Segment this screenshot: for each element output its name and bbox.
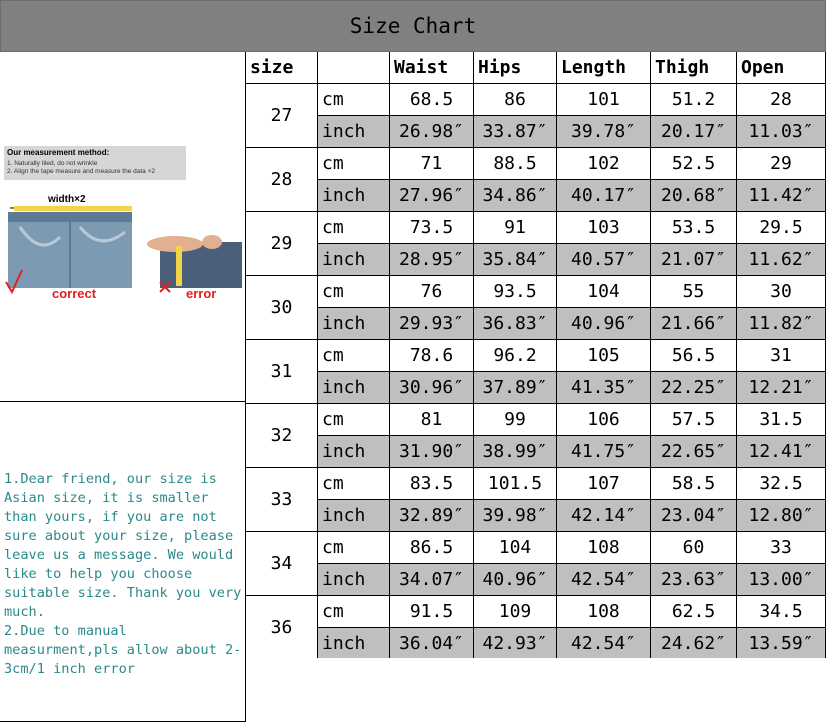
size-cell: 30 [246,276,318,340]
inch-value-cell: 23.04″ [651,500,737,532]
cm-value-cell: 28 [737,84,826,116]
jeans-correct-image [8,206,132,288]
inch-value-cell: 22.65″ [651,436,737,468]
unit-cm-cell: cm [318,340,390,372]
cm-value-cell: 30 [737,276,826,308]
cm-value-cell: 91 [474,212,557,244]
inch-value-cell: 12.41″ [737,436,826,468]
inch-value-cell: 32.89″ [390,500,474,532]
column-header: Thigh [651,52,737,84]
inch-value-cell: 40.17″ [557,180,651,212]
inch-value-cell: 34.07″ [390,564,474,596]
measurement-step-2: 2. Align the tape measure and measure the data ×2 [7,168,155,175]
width-label: width×2 [48,194,86,205]
cm-value-cell: 73.5 [390,212,474,244]
inch-value-cell: 12.21″ [737,372,826,404]
cm-value-cell: 29 [737,148,826,180]
inch-value-cell: 35.84″ [474,244,557,276]
measurement-illustration [0,182,246,304]
cm-value-cell: 57.5 [651,404,737,436]
inch-value-cell: 21.07″ [651,244,737,276]
note-measurement-error: 2.Due to manual measurment,pls allow about 2-3cm/1 inch error [4,623,242,677]
cm-value-cell: 88.5 [474,148,557,180]
cm-value-cell: 68.5 [390,84,474,116]
cm-value-cell: 29.5 [737,212,826,244]
unit-inch-cell: inch [318,116,390,148]
cm-value-cell: 105 [557,340,651,372]
measurement-panel [0,52,246,402]
unit-inch-cell: inch [318,628,390,660]
inch-value-cell: 41.35″ [557,372,651,404]
column-header: Length [557,52,651,84]
measurement-step-1: 1. Naturally tiled, do not wrinkle [7,160,98,167]
cm-value-cell: 31 [737,340,826,372]
inch-value-cell: 36.04″ [390,628,474,660]
cm-value-cell: 78.6 [390,340,474,372]
unit-inch-cell: inch [318,244,390,276]
inch-value-cell: 23.63″ [651,564,737,596]
unit-cm-cell: cm [318,148,390,180]
inch-value-cell: 40.96″ [474,564,557,596]
cm-value-cell: 99 [474,404,557,436]
size-cell: 31 [246,340,318,404]
cm-value-cell: 103 [557,212,651,244]
inch-value-cell: 30.96″ [390,372,474,404]
note-asian-size: 1.Dear friend, our size is Asian size, it is smaller than yours, if you are not sure about your size, please leave us a message. We would like to help you choose suitable size. Thank you very much. [4,471,242,620]
inch-value-cell: 13.00″ [737,564,826,596]
inch-value-cell: 11.82″ [737,308,826,340]
inch-value-cell: 22.25″ [651,372,737,404]
inch-value-cell: 37.89″ [474,372,557,404]
inch-value-cell: 27.96″ [390,180,474,212]
cm-value-cell: 104 [557,276,651,308]
unit-cm-cell: cm [318,468,390,500]
cm-value-cell: 31.5 [737,404,826,436]
cm-value-cell: 55 [651,276,737,308]
cm-value-cell: 56.5 [651,340,737,372]
cm-value-cell: 71 [390,148,474,180]
inch-value-cell: 42.14″ [557,500,651,532]
column-header [318,52,390,84]
cm-value-cell: 93.5 [474,276,557,308]
unit-cm-cell: cm [318,84,390,116]
cm-value-cell: 91.5 [390,596,474,628]
inch-value-cell: 20.68″ [651,180,737,212]
cm-value-cell: 76 [390,276,474,308]
cm-value-cell: 52.5 [651,148,737,180]
cm-value-cell: 53.5 [651,212,737,244]
size-cell: 33 [246,468,318,532]
inch-value-cell: 20.17″ [651,116,737,148]
cm-value-cell: 102 [557,148,651,180]
unit-cm-cell: cm [318,404,390,436]
inch-value-cell: 39.98″ [474,500,557,532]
size-cell: 27 [246,84,318,148]
inch-value-cell: 26.98″ [390,116,474,148]
cm-value-cell: 51.2 [651,84,737,116]
inch-value-cell: 21.66″ [651,308,737,340]
unit-inch-cell: inch [318,500,390,532]
column-header: Waist [390,52,474,84]
size-cell: 29 [246,212,318,276]
unit-inch-cell: inch [318,308,390,340]
column-header: Hips [474,52,557,84]
inch-value-cell: 40.57″ [557,244,651,276]
cm-value-cell: 60 [651,532,737,564]
cm-value-cell: 101 [557,84,651,116]
inch-value-cell: 40.96″ [557,308,651,340]
cm-value-cell: 96.2 [474,340,557,372]
unit-cm-cell: cm [318,212,390,244]
inch-value-cell: 13.59″ [737,628,826,660]
measurement-method-box [4,146,186,180]
cm-value-cell: 108 [557,596,651,628]
unit-cm-cell: cm [318,532,390,564]
jeans-error-image [147,235,242,288]
size-cell: 32 [246,404,318,468]
inch-value-cell: 42.54″ [557,564,651,596]
inch-value-cell: 11.03″ [737,116,826,148]
size-cell: 36 [246,596,318,660]
inch-value-cell: 11.62″ [737,244,826,276]
inch-value-cell: 39.78″ [557,116,651,148]
cm-value-cell: 108 [557,532,651,564]
measurement-heading: Our measurement method: [7,148,110,157]
notes-panel [0,402,246,722]
cm-value-cell: 104 [474,532,557,564]
error-label: error [186,286,217,301]
inch-value-cell: 12.80″ [737,500,826,532]
cm-value-cell: 106 [557,404,651,436]
inch-value-cell: 42.54″ [557,628,651,660]
inch-value-cell: 11.42″ [737,180,826,212]
unit-cm-cell: cm [318,596,390,628]
size-chart-title: Size Chart [0,0,826,52]
inch-value-cell: 41.75″ [557,436,651,468]
size-cell: 28 [246,148,318,212]
unit-inch-cell: inch [318,564,390,596]
inch-value-cell: 42.93″ [474,628,557,660]
cm-value-cell: 107 [557,468,651,500]
inch-value-cell: 29.93″ [390,308,474,340]
column-header: Open [737,52,826,84]
cm-value-cell: 33 [737,532,826,564]
cm-value-cell: 101.5 [474,468,557,500]
size-cell: 34 [246,532,318,596]
cm-value-cell: 58.5 [651,468,737,500]
cm-value-cell: 83.5 [390,468,474,500]
unit-cm-cell: cm [318,276,390,308]
unit-inch-cell: inch [318,436,390,468]
cm-value-cell: 86.5 [390,532,474,564]
inch-value-cell: 38.99″ [474,436,557,468]
inch-value-cell: 36.83″ [474,308,557,340]
unit-inch-cell: inch [318,372,390,404]
inch-value-cell: 24.62″ [651,628,737,660]
cm-value-cell: 62.5 [651,596,737,628]
cm-value-cell: 86 [474,84,557,116]
inch-value-cell: 31.90″ [390,436,474,468]
column-header: size [246,52,318,84]
inch-value-cell: 34.86″ [474,180,557,212]
cm-value-cell: 81 [390,404,474,436]
left-panel [0,52,246,724]
inch-value-cell: 33.87″ [474,116,557,148]
cm-value-cell: 34.5 [737,596,826,628]
table-bottom-space [246,658,826,724]
cm-value-cell: 109 [474,596,557,628]
correct-label: correct [52,286,97,301]
unit-inch-cell: inch [318,180,390,212]
cm-value-cell: 32.5 [737,468,826,500]
inch-value-cell: 28.95″ [390,244,474,276]
